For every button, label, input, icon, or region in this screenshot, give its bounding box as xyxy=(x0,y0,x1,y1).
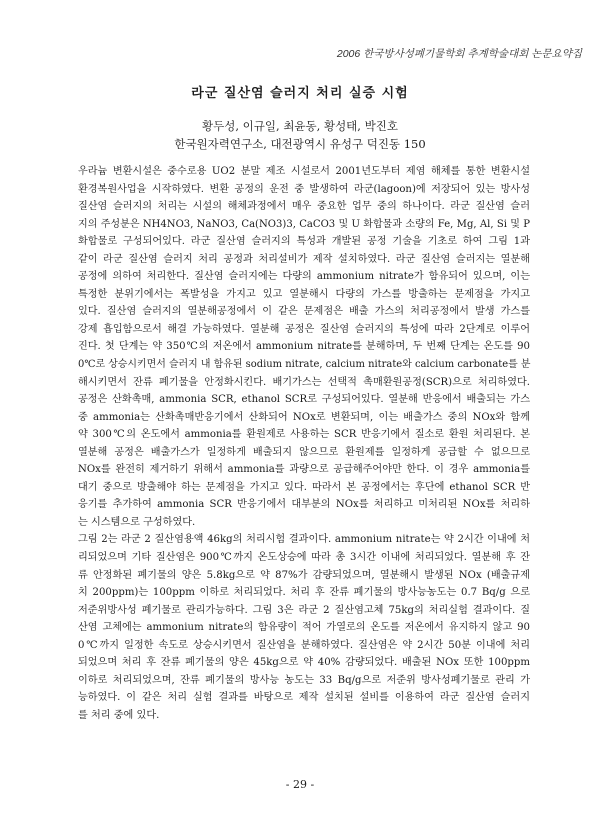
text-line: 이하로 처리되었으며, 잔류 폐기물의 방사능 농도는 33 Bq/g으로 저준위 방사성폐기물로 관리 가 xyxy=(78,674,530,686)
text-line: 화합물로 구성되어있다. 라군 질산염 슬러지의 특성과 개발된 공정 기술을 기초로 하여 그림 1과 xyxy=(78,236,530,248)
text-line: 는 시스템으로 구성하였다. xyxy=(78,516,196,528)
text-line: NOx를 완전히 제거하기 위해서 ammonia를 과량으로 공급해주어야만 한다. 이 경우 ammonia를 xyxy=(78,464,530,476)
text-line: 대기 중으로 방출해야 하는 문제점을 가지고 있다. 따라서 본 공정에서는 후단에 ethanol SCR 반 xyxy=(78,481,530,493)
text-line: 환경복원사업을 시작하였다. 변환 공정의 운전 중 발생하여 라군(lagoon)에 저장되어 있는 방사성 xyxy=(78,183,530,195)
text-line: 같이 라군 질산염 슬러지 처리 공정과 처리설비가 제작 설치하였다. 라군 질산염 슬러지는 열분해 xyxy=(78,253,530,265)
text-line: 0℃로 상승시키면서 슬러지 내 함유된 sodium nitrate, calcium nitrate와 calcium carbonate를 분 xyxy=(78,359,531,371)
text-line: 특정한 분위기에서는 폭발성을 가지고 있고 열분해시 다량의 가스를 방출하는 문제점을 가지고 xyxy=(78,288,530,300)
paragraph-1 xyxy=(78,163,530,531)
text-line: 강제 흡입함으로서 해결 가능하였다. 열분해 공정은 질산염 슬러지의 특성에 따라 2단계로 이루어 xyxy=(78,323,530,335)
proceedings-header: 2006 한국방사성폐기물학회 추계학술대회 논문요약집 xyxy=(336,48,582,60)
paragraph-2 xyxy=(78,531,530,724)
paper-title: 라군 질산염 슬러지 처리 실증 시험 xyxy=(191,86,409,101)
text-line: 를 처리 중에 있다. xyxy=(78,709,160,721)
text-line: 0℃까지 일정한 속도로 상승시키면서 질산염을 분해하였다. 질산염은 약 2시간 50분 이내에 처리 xyxy=(78,639,530,651)
author-list: 황두성, 이규일, 최윤동, 황성태, 박진호 xyxy=(202,119,398,133)
affiliation: 한국원자력연구소, 대전광역시 유성구 덕진동 150 xyxy=(174,137,426,151)
text-line: 지의 주성분은 NH4NO3, NaNO3, Ca(NO3)3, CaCO3 및 U 화합물과 소량의 Fe, Mg, Al, Si 및 P xyxy=(78,218,530,230)
text-line: 리되었으며 기타 질산염은 900℃까지 온도상승에 따라 총 3시간 이내에 처리되었다. 열분해 후 잔 xyxy=(78,552,530,564)
text-line: 열분해 공정은 배출가스가 일정하게 배출되지 않으므로 환원제를 일정하게 공급할 수 없으므로 xyxy=(78,446,530,458)
text-line: 진다. 첫 단계는 약 350℃의 저온에서 ammonium nitrate를 분해하며, 두 번째 단계는 온도를 90 xyxy=(78,341,530,353)
page-number: - 29 - xyxy=(285,778,315,791)
abstract-body xyxy=(78,163,530,725)
text-line: 우라늄 변환시설은 중수로용 UO2 분말 제조 시설로서 2001년도부터 제염 해체를 통한 변환시설 xyxy=(78,166,530,177)
text-line: 약 300℃의 온도에서 ammonia를 환원제로 사용하는 SCR 반응기에서 질소로 환원 처리된다. 본 xyxy=(78,429,530,441)
text-line: 능하였다. 이 같은 처리 실험 결과를 바탕으로 제작 설치된 설비를 이용하여 라군 질산염 슬러지 xyxy=(78,692,530,704)
text-line: 공정은 산화촉매, ammonia SCR, ethanol SCR로 구성되어있다. 열분해 반응에서 배출되는 가스 xyxy=(78,394,530,406)
text-line: 해시키면서 잔류 폐기물을 안정화시킨다. 배기가스는 선택적 촉매환원공정(SCR)으로 처리하였다. xyxy=(78,376,530,388)
text-line: 응기를 추가하여 ammonia SCR 반응기에서 대부분의 NOx를 처리하고 미처리된 NOx를 처리하 xyxy=(78,499,530,511)
text-line: 치 200ppm)는 100ppm 이하로 처리되었다. 처리 후 잔류 폐기물의 방사능농도는 0.7 Bq/g 으로 xyxy=(78,587,530,599)
text-line: 그림 2는 라군 2 질산염용액 46kg의 처리시험 결과이다. ammonium nitrate는 약 2시간 이내에 처 xyxy=(78,534,530,546)
text-line: 있다. 질산염 슬러지의 열분해공정에서 이 같은 문제점은 배출 가스의 처리공정에서 발생 가스를 xyxy=(78,306,530,318)
text-line: 질산염 슬러지의 처리는 시설의 해체과정에서 매우 중요한 업무 중의 하나이다. 라군 질산염 슬러 xyxy=(78,201,530,213)
text-line: 되었으며 처리 후 잔류 폐기물의 양은 45kg으로 약 40% 감량되었다. 배출된 NOx 또한 100ppm xyxy=(78,657,530,669)
text-line: 공정에 의하여 처리한다. 질산염 슬러지에는 다량의 ammonium nitrate가 함유되어 있으며, 이는 xyxy=(78,271,530,283)
text-line: 중 ammonia는 산화촉매반응기에서 산화되어 NOx로 변환되며, 이는 배출가스 중의 NOx와 함께 xyxy=(78,411,530,423)
text-line: 류 안정화된 폐기물의 양은 5.8kg으로 약 87%가 감량되었으며, 열분해시 발생된 NOx (배출규제 xyxy=(78,569,530,581)
text-line: 산염 고체에는 ammonium nitrate의 함유량이 적어 가열로의 온도를 저온에서 유지하지 않고 90 xyxy=(78,622,530,634)
text-line: 저준위방사성 폐기물로 관리가능하다. 그림 3은 라군 2 질산염고체 75kg의 처리실험 결과이다. 질 xyxy=(78,604,530,616)
